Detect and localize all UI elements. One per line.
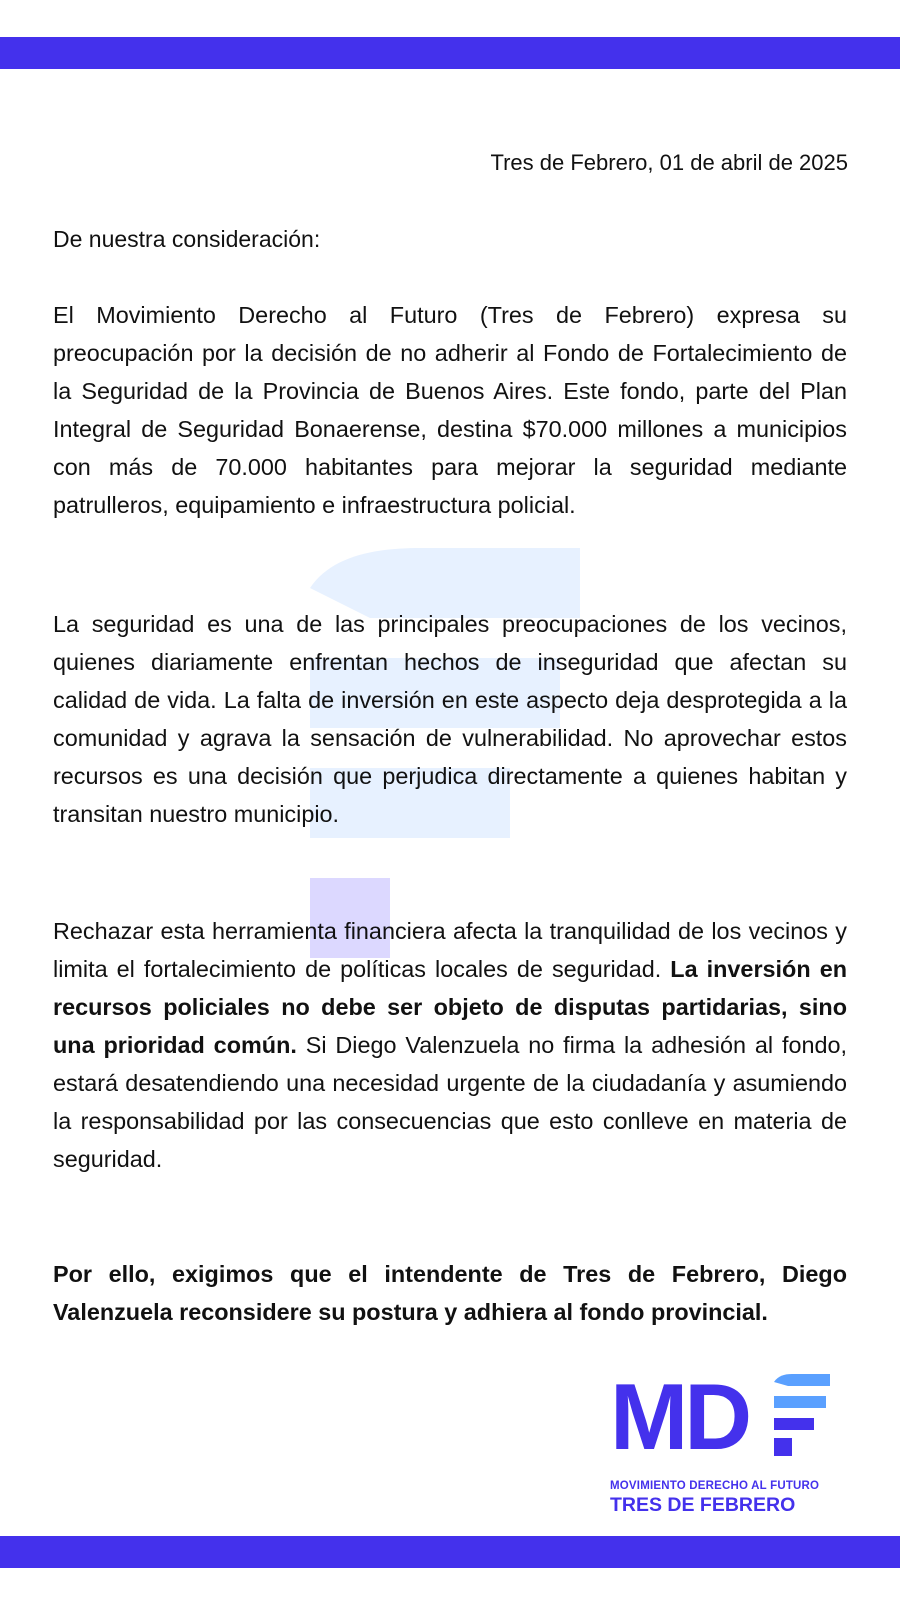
paragraph-2: La seguridad es una de las principales preocupaciones de los vecinos, quienes diariamente enfrentan hechos de inseguridad que afectan su calidad de vida. La falta de inversión en este aspecto deja desprotegida a la comunidad y agrava la sensación de vulnerabilidad. No aprovechar estos recursos es una decisión que perjudica directamente a quienes habitan y transitan nuestro municipio.	[53, 611, 847, 827]
paragraph-3-end: Si Diego Valenzuela no firma la adhesión al fondo, estará desatendiendo una necesidad urgente de la ciudadanía y asumiendo la responsabilidad por las consecuencias que esto conlleve en materia de seguridad.	[53, 1032, 847, 1172]
paragraph-3-bold: La inversión en recursos policiales no debe ser objeto de disputas partidarias, sino una prioridad común.	[53, 956, 847, 1058]
logo-f-icon	[774, 1374, 830, 1460]
logo-location: TRES DE FEBRERO	[610, 1494, 796, 1516]
mdf-logo	[610, 1364, 830, 1516]
letter-greeting: De nuestra consideración:	[53, 226, 321, 252]
closing-demand: Por ello, exigimos que el intendente de Tres de Febrero, Diego Valenzuela reconsidere su postura y adhiera al fondo provincial.	[53, 1261, 847, 1325]
bottom-accent-bar	[0, 1536, 900, 1568]
logo-letters: MD	[610, 1364, 749, 1469]
logo-subtitle: MOVIMIENTO DERECHO AL FUTURO	[610, 1480, 820, 1492]
paragraph-1: El Movimiento Derecho al Futuro (Tres de Febrero) expresa su preocupación por la decisión de no adherir al Fondo de Fortalecimiento de la Seguridad de la Provincia de Buenos Aires. Este fondo, parte del Plan Integral de Seguridad Bonaerense, destina $70.000 millones a municipios con más de 70.000 habitantes para mejorar la seguridad mediante patrulleros, equipamiento e infraestructura policial.	[53, 302, 847, 518]
paragraph-3-start: Rechazar esta herramienta financiera afecta la tranquilidad de los vecinos y limita el fortalecimiento de políticas locales de seguridad.	[53, 918, 847, 982]
paragraph-3	[53, 912, 847, 1178]
top-accent-bar	[0, 37, 900, 69]
letter-date: Tres de Febrero, 01 de abril de 2025	[490, 150, 848, 175]
